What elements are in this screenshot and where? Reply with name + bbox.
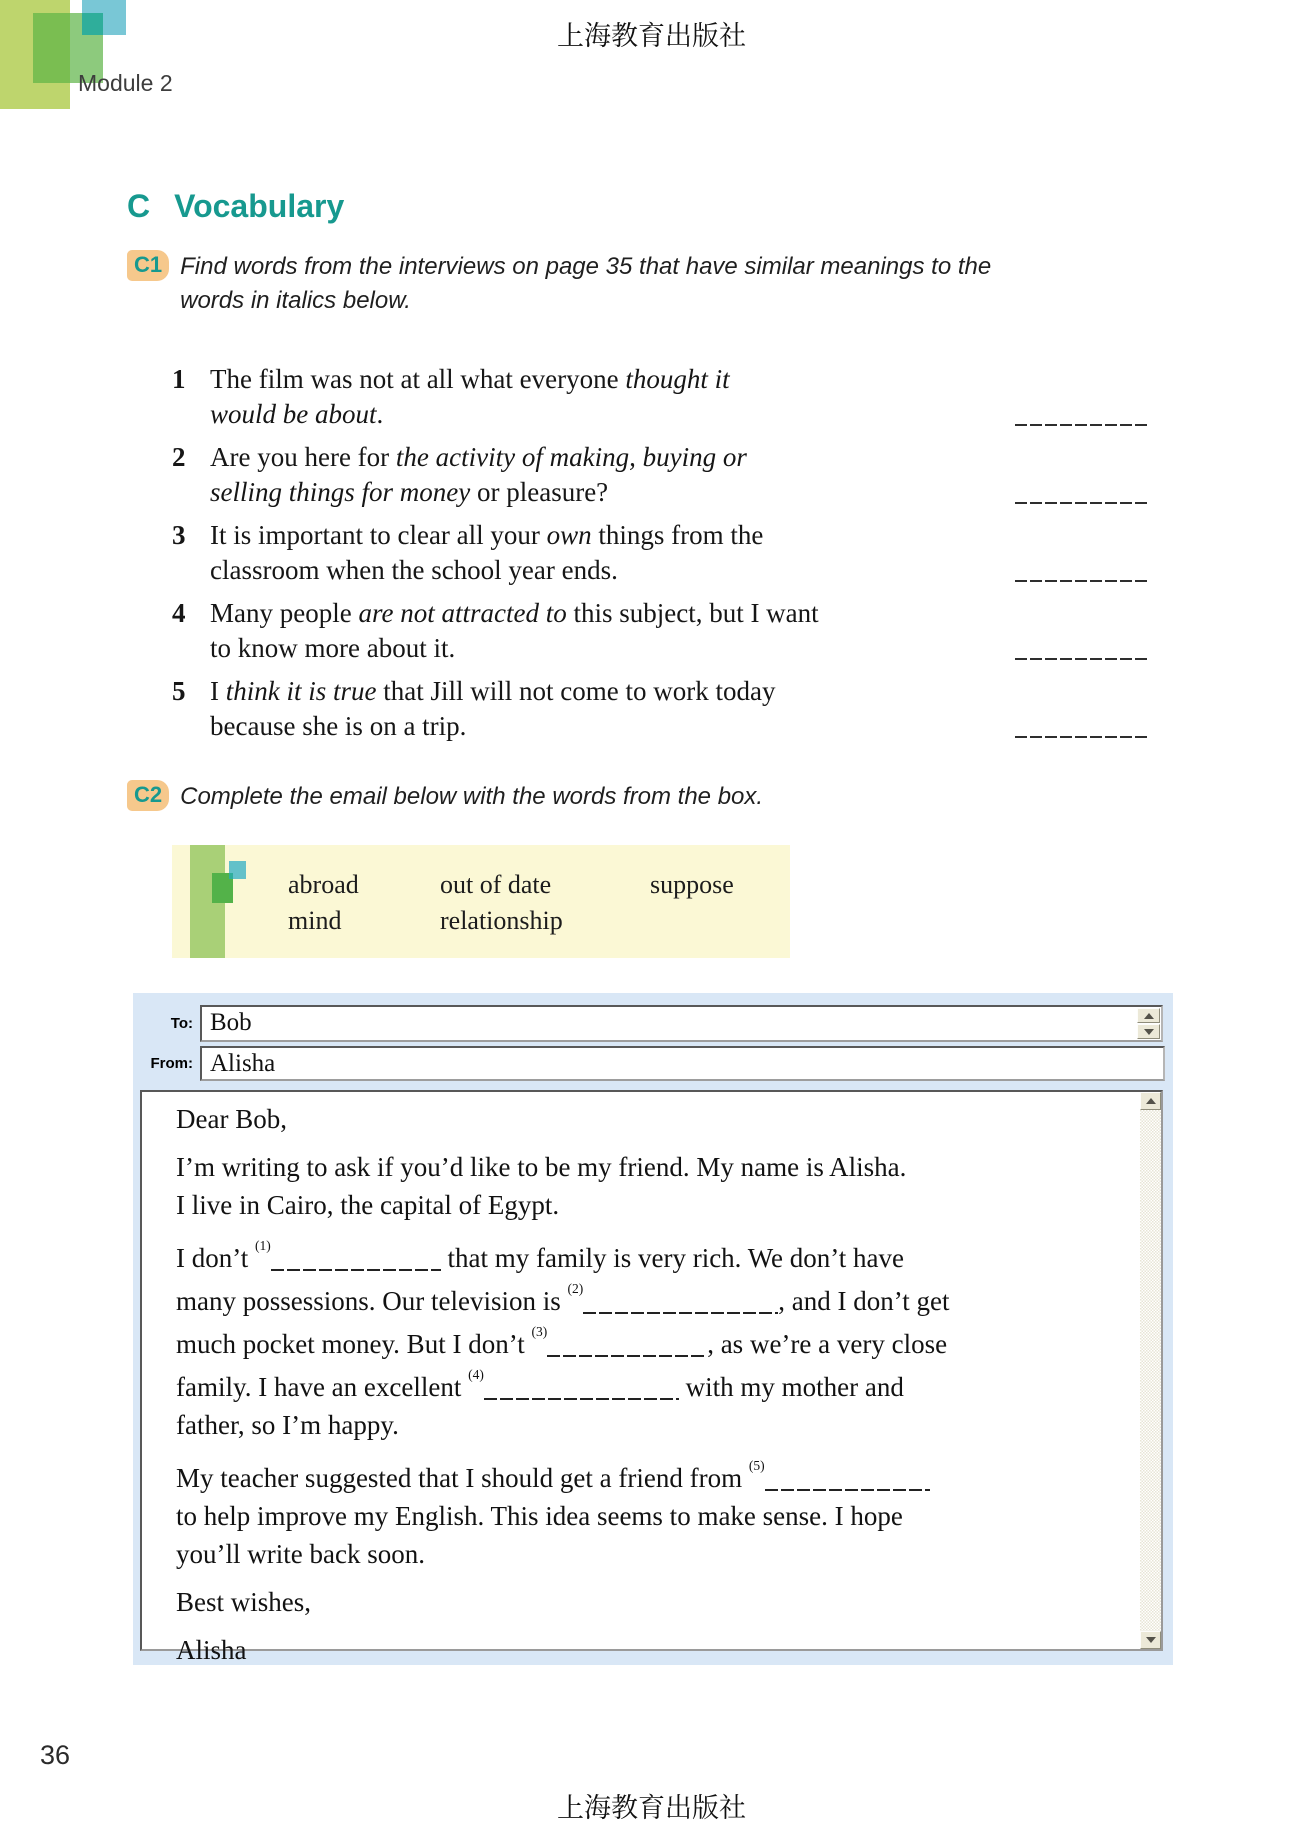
word-bank-item: out of date bbox=[440, 870, 552, 899]
email-paragraph bbox=[176, 1454, 1099, 1573]
email-scrollbar[interactable] bbox=[1140, 1092, 1161, 1649]
blank-number: (4) bbox=[468, 1366, 484, 1382]
email-paragraph bbox=[176, 1100, 1099, 1138]
scroll-up-button[interactable] bbox=[1140, 1092, 1161, 1110]
vocab-item bbox=[172, 440, 1150, 510]
section-title: Vocabulary bbox=[174, 188, 345, 224]
c1-instruction-line2: words in italics below. bbox=[180, 287, 411, 314]
item-text bbox=[210, 674, 890, 744]
blank-number: (3) bbox=[531, 1323, 548, 1339]
text-segment: The film was not at all what everyone bbox=[210, 364, 626, 394]
text-segment: many possessions. Our television is bbox=[176, 1286, 568, 1316]
vocab-list bbox=[172, 362, 1150, 752]
email-text bbox=[176, 1100, 1099, 1679]
text-segment: , and I don’t get bbox=[778, 1286, 950, 1316]
word-box-decoration-overlap bbox=[229, 873, 233, 879]
email-body[interactable] bbox=[140, 1090, 1163, 1665]
publisher-watermark-bottom: 上海教育出版社 bbox=[557, 1793, 746, 1823]
text-segment: thought it bbox=[625, 364, 730, 394]
text-segment: are not attracted to bbox=[358, 598, 567, 628]
item-text bbox=[210, 596, 890, 666]
text-segment: to help improve my English. This idea seems to make sense. I hope bbox=[176, 1501, 903, 1531]
item-number: 1 bbox=[172, 364, 186, 394]
item-number: 2 bbox=[172, 442, 186, 472]
text-segment: I live in Cairo, the capital of Egypt. bbox=[176, 1190, 560, 1220]
answer-blank bbox=[1015, 736, 1150, 738]
text-segment: much pocket money. But I don’t bbox=[176, 1329, 532, 1359]
to-value: Bob bbox=[210, 1009, 252, 1036]
text-segment: because she is on a trip. bbox=[210, 711, 467, 741]
to-field[interactable] bbox=[200, 1005, 1163, 1042]
vocab-item bbox=[172, 596, 1150, 666]
word-box-row bbox=[288, 867, 734, 903]
text-segment: classroom when the school year ends. bbox=[210, 555, 618, 585]
word-box-row bbox=[288, 903, 734, 939]
text-segment: with my mother and bbox=[678, 1372, 904, 1402]
vocab-item bbox=[172, 674, 1150, 744]
text-segment: this subject, but I want bbox=[566, 598, 819, 628]
email-panel bbox=[133, 993, 1173, 1665]
text-segment: My teacher suggested that I should get a friend from bbox=[176, 1463, 749, 1493]
fill-in-blank bbox=[583, 1312, 778, 1314]
email-paragraph bbox=[176, 1583, 1099, 1621]
module-label: Module 2 bbox=[78, 70, 173, 96]
spinner-up-button[interactable] bbox=[1137, 1008, 1160, 1023]
text-segment: Many people bbox=[210, 598, 359, 628]
answer-blank bbox=[1015, 658, 1150, 660]
text-segment: , as we’re a very close bbox=[707, 1329, 948, 1359]
text-segment: . bbox=[376, 399, 384, 429]
blank-number: (1) bbox=[255, 1237, 271, 1253]
text-segment: that my family is very rich. We don’t have bbox=[440, 1243, 904, 1273]
word-box-words bbox=[288, 867, 734, 939]
c1-instruction bbox=[180, 250, 991, 318]
text-segment: to know more about it. bbox=[210, 633, 456, 663]
text-segment: selling things for money bbox=[210, 477, 471, 507]
email-paragraph bbox=[176, 1148, 1099, 1224]
from-value: Alisha bbox=[210, 1050, 276, 1077]
c1-exercise-header bbox=[127, 250, 991, 318]
page-number: 36 bbox=[40, 1740, 71, 1770]
c2-instruction: Complete the email below with the words from the box. bbox=[180, 783, 764, 810]
text-segment: family. I have an excellent bbox=[176, 1372, 469, 1402]
text-segment: things from the bbox=[591, 520, 764, 550]
answer-blank bbox=[1015, 424, 1150, 426]
section-heading bbox=[127, 188, 344, 225]
to-field-spinner bbox=[1137, 1008, 1160, 1039]
text-segment: that Jill will not come to work today bbox=[376, 676, 776, 706]
vocab-item bbox=[172, 518, 1150, 588]
answer-blank bbox=[1015, 580, 1150, 582]
spinner-down-button[interactable] bbox=[1137, 1024, 1160, 1039]
triangle-down-icon bbox=[1146, 1637, 1156, 1643]
item-text bbox=[210, 362, 890, 432]
word-box bbox=[172, 845, 790, 958]
text-segment: Dear Bob, bbox=[176, 1104, 287, 1134]
text-segment: It is important to clear all your bbox=[210, 520, 547, 550]
logo-square-overlap bbox=[82, 13, 103, 35]
text-segment: would be about bbox=[210, 399, 377, 429]
triangle-down-icon bbox=[1144, 1029, 1154, 1035]
text-segment: Best wishes, bbox=[176, 1587, 311, 1617]
publisher-watermark-top: 上海教育出版社 bbox=[557, 21, 746, 51]
word-bank-item: relationship bbox=[440, 906, 563, 935]
scroll-down-button[interactable] bbox=[1140, 1631, 1161, 1649]
text-segment: I’m writing to ask if you’d like to be my friend. My name is Alisha. bbox=[176, 1152, 907, 1182]
text-segment: Alisha bbox=[176, 1635, 247, 1665]
to-label: To: bbox=[170, 1015, 193, 1032]
word-bank-item: abroad bbox=[288, 870, 359, 899]
fill-in-blank bbox=[271, 1269, 441, 1271]
triangle-up-icon bbox=[1144, 1013, 1154, 1019]
text-segment: Are you here for bbox=[210, 442, 396, 472]
blank-number: (2) bbox=[567, 1280, 584, 1296]
item-number: 3 bbox=[172, 520, 186, 550]
triangle-up-icon bbox=[1146, 1098, 1156, 1104]
email-paragraph bbox=[176, 1234, 1099, 1444]
c1-badge: C1 bbox=[127, 250, 169, 281]
fill-in-blank bbox=[547, 1355, 707, 1357]
fill-in-blank bbox=[484, 1398, 679, 1400]
item-number: 5 bbox=[172, 676, 186, 706]
word-bank-item: suppose bbox=[650, 870, 734, 899]
text-segment: I don’t bbox=[176, 1243, 255, 1273]
item-text bbox=[210, 518, 890, 588]
text-segment: I bbox=[210, 676, 226, 706]
c1-instruction-line1: Find words from the interviews on page 35 that have similar meanings to the bbox=[180, 253, 992, 280]
vocab-item bbox=[172, 362, 1150, 432]
from-label: From: bbox=[150, 1055, 193, 1072]
text-segment: think it is true bbox=[225, 676, 377, 706]
c2-badge: C2 bbox=[127, 780, 169, 811]
item-text bbox=[210, 440, 890, 510]
module-logo bbox=[0, 0, 130, 115]
text-segment: own bbox=[546, 520, 592, 550]
fill-in-blank bbox=[765, 1489, 930, 1491]
from-field[interactable] bbox=[200, 1046, 1165, 1081]
text-segment: or pleasure? bbox=[470, 477, 609, 507]
word-bank-item: mind bbox=[288, 906, 342, 935]
blank-number: (5) bbox=[748, 1457, 765, 1473]
email-paragraph bbox=[176, 1631, 1099, 1669]
text-segment: you’ll write back soon. bbox=[176, 1539, 425, 1569]
text-segment: father, so I’m happy. bbox=[176, 1410, 399, 1440]
item-number: 4 bbox=[172, 598, 186, 628]
text-segment: the activity of making, buying or bbox=[395, 442, 747, 472]
answer-blank bbox=[1015, 502, 1150, 504]
c2-exercise-header bbox=[127, 780, 763, 814]
section-letter: C bbox=[127, 188, 151, 224]
